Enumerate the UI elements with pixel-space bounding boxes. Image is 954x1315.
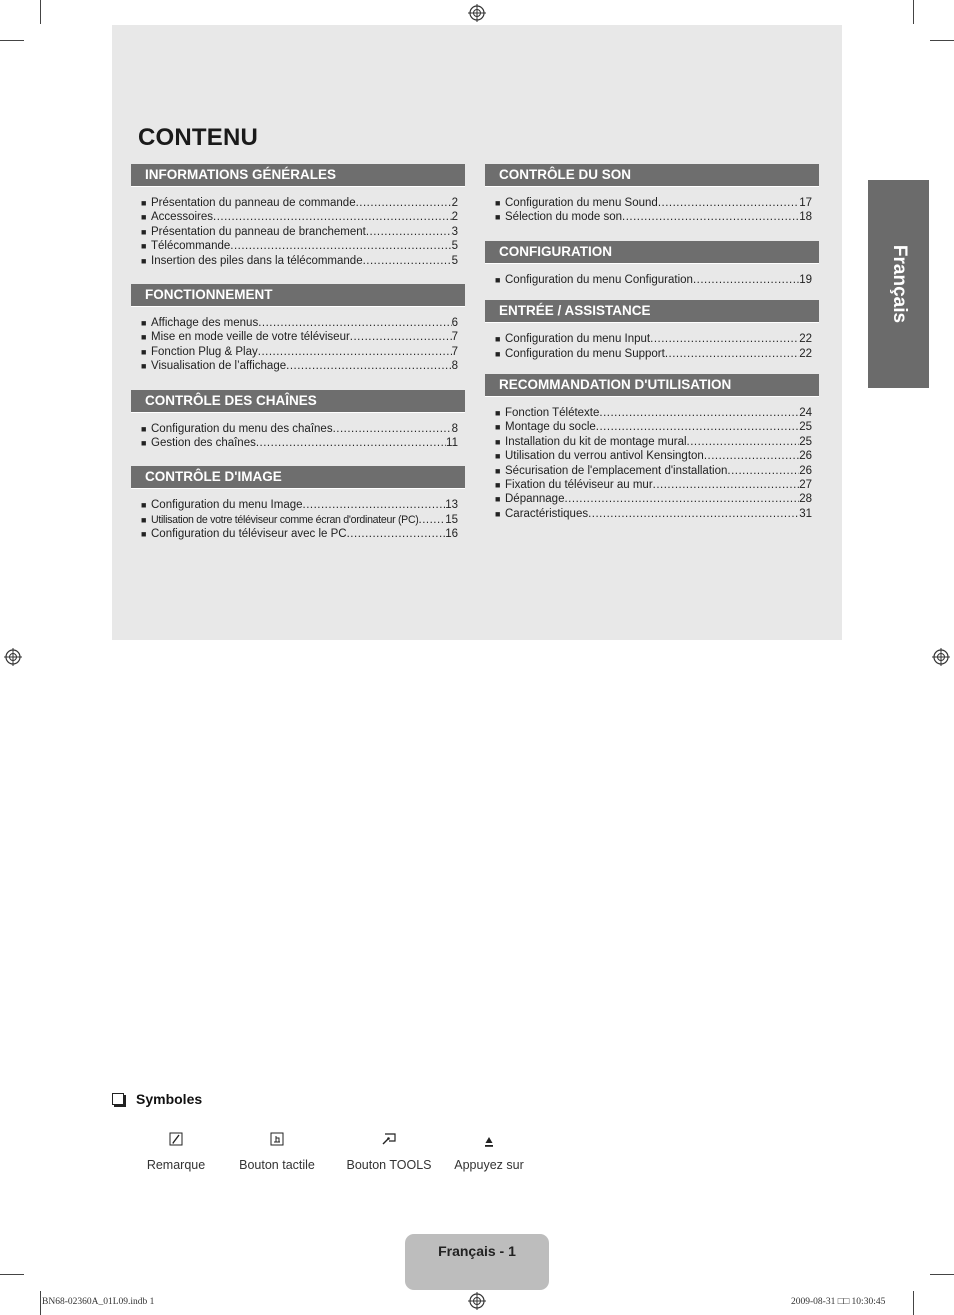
toc-entry-page: 13 [445,499,458,512]
toc-entry-title: Configuration du menu Image [151,499,303,512]
dot-leader [286,359,451,373]
toc-entry-list [485,187,819,225]
toc-entry-page: 7 [451,331,458,344]
toc-section-header: RECOMMANDATION D'UTILISATION [485,374,819,397]
dot-leader [230,239,451,253]
square-bullet-icon: ■ [141,423,147,434]
press-icon [452,1132,526,1150]
toc-entry[interactable] [495,273,812,287]
toc-entry-page: 3 [451,225,458,238]
toc-entry-title: Utilisation de votre téléviseur comme écran d'ordinateur (PC) [151,513,419,526]
toc-entry[interactable] [141,316,458,330]
toc-entry-title: Montage du socle [505,421,596,434]
toc-entry-page: 24 [799,407,812,420]
toc-entry-page: 8 [451,422,458,435]
toc-entry-title: Présentation du panneau de branchement [151,225,366,238]
dot-leader [650,332,799,346]
toc-entry-list [131,307,465,374]
toc-entry-page: 25 [799,435,812,448]
print-info-file: BN68-02360A_01L09.indb 1 [42,1297,155,1307]
dot-leader [419,513,446,527]
dot-leader [213,210,452,224]
toc-entry[interactable] [141,196,458,210]
toc-entry-list [485,264,819,287]
symbol-note [140,1132,212,1172]
toc-entry-page: 26 [799,450,812,463]
registration-mark-icon [468,1292,486,1310]
dot-leader [350,330,452,344]
toc-entry[interactable] [495,449,812,463]
toc-entry[interactable] [495,347,812,361]
toc-entry-page: 16 [445,528,458,541]
toc-entry-title: Utilisation du verrou antivol Kensington [505,450,704,463]
dot-leader [658,196,799,210]
toc-entry-title: Configuration du menu Input [505,333,651,346]
symbol-label: Remarque [146,1158,206,1172]
square-bullet-icon: ■ [495,465,501,476]
toc-entry[interactable] [141,436,458,450]
toc-entry-page: 18 [799,211,812,224]
symbols-heading [112,1091,202,1107]
toc-entry[interactable] [141,359,458,373]
square-bullet-icon: ■ [141,212,147,223]
symbol-label: Bouton tactile [239,1158,315,1172]
toc-entry[interactable] [495,478,812,492]
square-bullet-icon: ■ [495,334,501,345]
toc-entry-title: Fixation du téléviseur au mur [505,479,653,492]
toc-entry-list [131,187,465,268]
toc-entry[interactable] [495,210,812,224]
crop-mark [913,0,914,24]
registration-mark-icon [932,648,950,666]
dot-leader [693,273,799,287]
dot-leader [333,422,452,436]
toc-entry-page: 28 [799,493,812,506]
square-bullet-icon: ■ [495,212,501,223]
square-bullet-icon: ■ [141,241,147,252]
dot-leader [665,347,799,361]
toc-entry-list [485,397,819,521]
square-bullet-icon: ■ [495,480,501,491]
dot-leader [303,498,446,512]
square-bullet-icon: ■ [141,438,147,449]
dot-leader [258,345,452,359]
language-tab [868,180,929,388]
toc-section-header: CONTRÔLE DES CHAÎNES [131,390,465,413]
dot-leader [622,210,799,224]
square-bullet-icon: ■ [495,436,501,447]
dot-leader [356,196,452,210]
toc-entry-title: Configuration du téléviseur avec le PC [151,528,347,541]
square-bullet-icon: ■ [141,318,147,329]
toc-entry-page: 2 [451,197,458,209]
toc-section [485,241,819,287]
toc-entry[interactable] [141,239,458,253]
toc-entry-title: Caractéristiques [505,507,589,520]
square-bullet-icon: ■ [495,274,501,285]
toc-entry-page: 19 [799,273,812,286]
square-bullet-icon: ■ [141,514,147,525]
crop-mark [930,1274,954,1275]
toc-entry-page: 17 [799,197,812,209]
toc-entry-title: Gestion des chaînes [151,437,256,450]
toc-entry[interactable] [495,406,812,420]
crop-mark [0,1274,24,1275]
toc-entry-page: 31 [799,507,812,520]
toc-section [485,300,819,361]
dot-leader [599,406,799,420]
crop-mark [930,40,954,41]
dot-leader [347,527,446,541]
toc-entry-list [131,489,465,541]
dot-leader [653,478,800,492]
crop-mark [40,1291,41,1315]
square-bullet-icon: ■ [141,332,147,343]
symbols-heading-label: Symboles [136,1091,203,1107]
square-bullet-icon: ■ [495,408,501,419]
symbol-tools-button [344,1132,434,1172]
toc-entry-page: 8 [451,360,458,373]
toc-entry[interactable] [141,498,458,512]
toc-entry-title: Accessoires [151,211,213,224]
print-info-date: 2009-08-31 □□ 10:30:45 [791,1297,886,1307]
toc-entry-title: Configuration du menu des chaînes [151,422,333,435]
toc-entry-title: Configuration du menu Support [505,347,665,360]
toc-entry-page: 22 [799,333,812,346]
toc-entry-page: 5 [451,240,458,253]
toc-entry[interactable] [495,507,812,521]
toc-section-header: ENTRÉE / ASSISTANCE [485,300,819,323]
symbol-label: Bouton TOOLS [346,1158,432,1172]
toc-entry[interactable] [495,420,812,434]
toc-entry[interactable] [141,422,458,436]
registration-mark-icon [468,4,486,22]
toc-entry-title: Dépannage [505,493,565,506]
page-title: CONTENU [138,124,259,151]
toc-entry-title: Configuration du menu Configuration [505,273,693,286]
dot-leader [727,464,799,478]
toc-entry-page: 11 [446,437,458,450]
dot-leader [363,254,452,268]
square-bullet-icon: ■ [141,529,147,540]
toc-entry-page: 7 [451,345,458,358]
symbol-label: Appuyez sur [454,1158,524,1172]
dot-leader [687,435,800,449]
toc-entry[interactable] [141,527,458,541]
toc-entry-title: Configuration du menu Sound [505,197,658,209]
toc-entry-page: 22 [799,347,812,360]
dot-leader [366,225,452,239]
toc-entry-title: Fonction Plug & Play [151,345,258,358]
square-bullet-icon: ■ [141,346,147,357]
toc-entry-title: Affichage des menus [151,317,259,330]
toc-entry[interactable] [141,254,458,268]
toc-entry-page: 26 [799,464,812,477]
square-bullet-icon: ■ [141,198,147,208]
toc-entry[interactable] [141,345,458,359]
square-bullet-icon: ■ [141,226,147,237]
square-bullet-icon: ■ [495,494,501,505]
toc-entry-title: Sélection du mode son [505,211,622,224]
square-bullet-icon: ■ [495,422,501,433]
registration-mark-icon [4,648,22,666]
toc-entry-list [485,323,819,361]
toc-section [485,374,819,521]
dot-leader [588,507,799,521]
toc-entry-title: Mise en mode veille de votre téléviseur [151,331,350,344]
symbol-touch-button [236,1132,318,1172]
toc-entry-title: Présentation du panneau de commande [151,197,356,209]
toc-entry-page: 6 [451,317,458,330]
toc-left-column [131,164,465,542]
toc-entry-title: Sécurisation de l'emplacement d'installation [505,464,728,477]
symbol-press [452,1132,526,1172]
square-bullet-icon: ■ [141,255,147,266]
note-icon [140,1132,212,1150]
toc-section-header: CONFIGURATION [485,241,819,264]
dot-leader [596,420,799,434]
toc-section [131,284,465,374]
square-bullet-icon: ■ [141,361,147,372]
toc-entry-title: Visualisation de l’affichage [151,360,287,373]
toc-entry-title: Télécommande [151,240,231,253]
toc-entry-title: Fonction Télétexte [505,407,600,420]
toc-entry-page: 27 [799,479,812,492]
toc-entry[interactable] [141,513,458,527]
toc-section-header: FONCTIONNEMENT [131,284,465,307]
crop-mark [0,40,24,41]
toc-entry[interactable] [141,330,458,344]
toc-entry-list [131,413,465,451]
toc-section [131,164,465,268]
toc-entry[interactable] [495,332,812,346]
square-bullet-icon: ■ [495,508,501,519]
toc-entry[interactable] [141,210,458,224]
touch-button-icon [236,1132,318,1150]
toc-right-column [485,164,819,521]
square-bullet-icon: ■ [495,451,501,462]
toc-entry[interactable] [141,225,458,239]
toc-entry-page: 25 [799,421,812,434]
toc-section [131,466,465,541]
checkbox-bullet-icon [112,1093,124,1105]
dot-leader [256,436,446,450]
page-number: Français - 1 [438,1243,516,1259]
toc-entry-title: Installation du kit de montage mural [505,435,687,448]
dot-leader [564,492,799,506]
square-bullet-icon: ■ [495,348,501,359]
dot-leader [258,316,451,330]
square-bullet-icon: ■ [495,198,501,208]
toc-section [485,164,819,225]
toc-entry[interactable] [495,435,812,449]
toc-entry[interactable] [495,196,812,210]
dot-leader [704,449,799,463]
toc-section-header: CONTRÔLE D'IMAGE [131,466,465,489]
toc-entry-page: 5 [451,254,458,267]
toc-section [131,390,465,451]
crop-mark [913,1291,914,1315]
crop-mark [40,0,41,24]
toc-section-header: CONTRÔLE DU SON [485,164,819,187]
page-number-tab [405,1234,549,1290]
language-tab-label: Français [888,244,910,324]
toc-entry[interactable] [495,464,812,478]
tools-button-icon [344,1132,434,1150]
square-bullet-icon: ■ [141,500,147,511]
toc-section-header: INFORMATIONS GÉNÉRALES [131,164,465,187]
toc-entry-page: 15 [445,513,458,526]
toc-entry-page: 2 [451,211,458,224]
toc-entry-title: Insertion des piles dans la télécommande [151,254,363,267]
toc-entry[interactable] [495,492,812,506]
